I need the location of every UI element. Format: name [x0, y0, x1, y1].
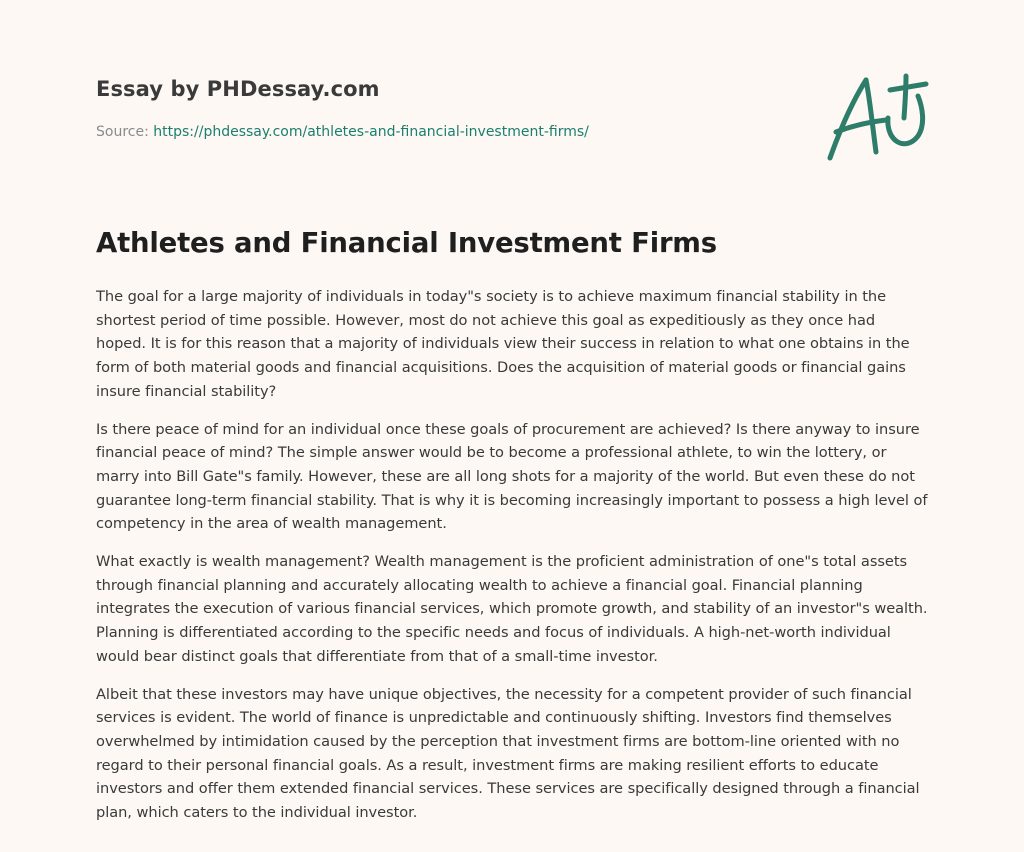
site-title: Essay by PHDessay.com [96, 77, 380, 101]
source-label: Source: [96, 124, 154, 140]
a-plus-grade-icon [822, 66, 932, 166]
essay-paragraph: Is there peace of mind for an individual once these goals of procurement are achieved? Is there anyway to insure financial peace of mind? The simple answer would be to become a professional athlete, to win the lottery, or marry into Bill Gate"s family. However, these are all long shots for a majority of the world. But even these do not guarantee long-term financial stability. That is why it is becoming increasingly important to possess a high level of competency in the area of wealth management. [96, 420, 928, 533]
essay-title: Athletes and Financial Investment Firms [96, 227, 717, 259]
source-line [96, 124, 589, 140]
essay-paragraph: Albeit that these investors may have unique objectives, the necessity for a competent provider of such financial services is evident. The world of finance is unpredictable and continuously shifting. Investors find themselves overwhelmed by intimidation caused by the perception that investment firms are bottom-line oriented with no regard to their personal financial goals. As a result, investment firms are making resilient efforts to educate investors and offer them extended financial services. These services are specifically designed through a financial plan, which caters to the individual investor. [96, 685, 920, 822]
essay-body [96, 285, 928, 839]
essay-paragraph: The goal for a large majority of individuals in today"s society is to achieve maximum financial stability in the shortest period of time possible. However, most do not achieve this goal as expeditiously as they once had hoped. It is for this reason that a majority of individuals view their success in relation to what one obtains in the form of both material goods and financial acquisitions. Does the acquisition of material goods or financial gains insure financial stability? [96, 288, 910, 400]
essay-paragraph: What exactly is wealth management? Wealth management is the proficient administration of one"s total assets through financial planning and accurately allocating wealth to achieve a financial goal. Financial planning integrates the execution of various financial services, which promote growth, and stability of an investor"s wealth. Planning is differentiated according to the specific needs and focus of individuals. A high-net-worth individual would bear distinct goals that differentiate from that of a small-time investor. [96, 553, 928, 665]
source-link[interactable]: https://phdessay.com/athletes-and-financial-investment-firms/ [153, 124, 589, 140]
